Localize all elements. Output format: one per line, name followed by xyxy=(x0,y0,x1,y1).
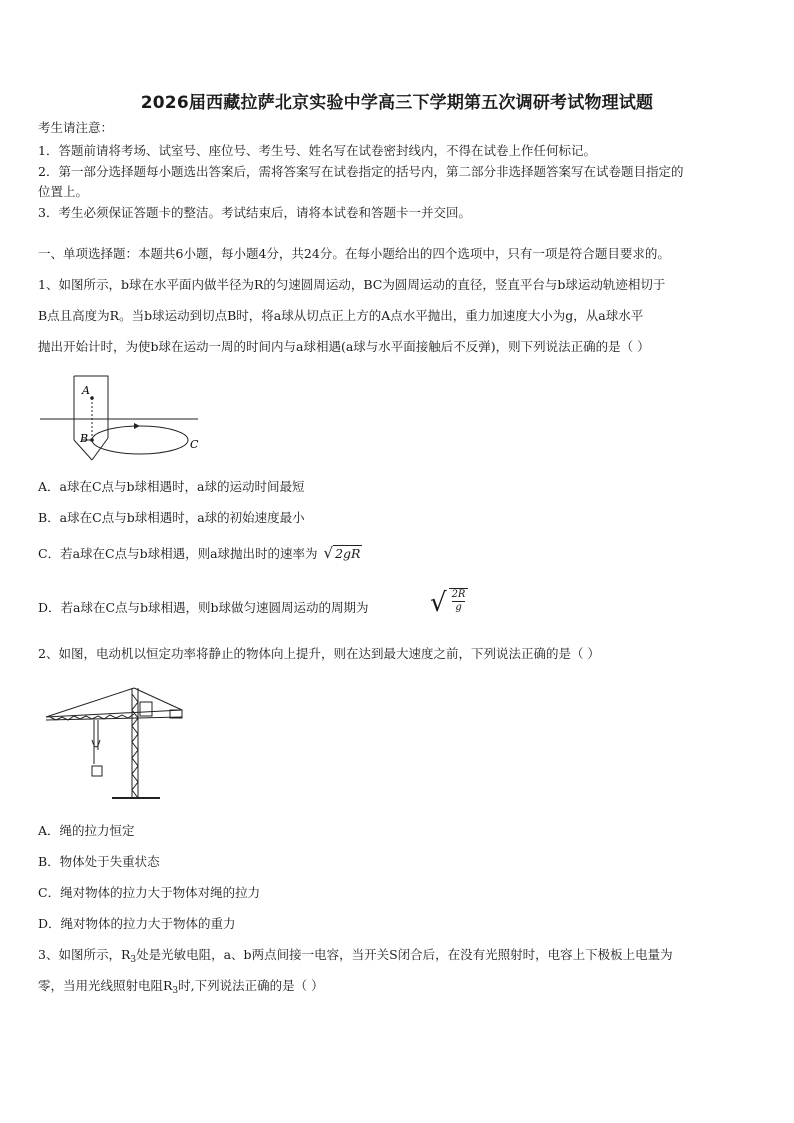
label-a: A xyxy=(82,384,90,397)
sqrt-expression: √ 2gR xyxy=(323,544,361,562)
question-3-stem: 零，当用光线照射电阻$R_3$时,下列说法正确的是（ ） xyxy=(38,978,324,996)
notice-item: 位置上。 xyxy=(38,184,89,199)
option-b: B．a球在C点与b球相遇时，a球的初始速度最小 xyxy=(38,510,305,525)
notice-item: 1．答题前请将考场、试室号、座位号、考生号、姓名写在试卷密封线内，不得在试卷上作任何标记。 xyxy=(38,143,596,158)
label-b: B xyxy=(80,432,89,445)
notice-item: 3．考生必须保证答题卡的整洁。考试结束后，请将本试卷和答题卡一并交回。 xyxy=(38,205,471,220)
section-heading: 一、单项选择题：本题共6小题，每小题4分，共24分。在每小题给出的四个选项中，只有一项是符合题目要求的。 xyxy=(38,246,670,261)
point-b xyxy=(90,438,94,442)
question-2-figure xyxy=(42,680,192,802)
notice-heading: 考生请注意： xyxy=(38,120,114,135)
point-a xyxy=(90,396,94,400)
option-a: A．a球在C点与b球相遇时，a球的运动时间最短 xyxy=(38,479,305,494)
option-b: B．物体处于失重状态 xyxy=(38,854,160,869)
option-c: C．绳对物体的拉力大于物体对绳的拉力 xyxy=(38,885,261,900)
page-title: 2026届西藏拉萨北京实验中学高三下学期第五次调研考试物理试题 xyxy=(140,93,654,113)
question-3-stem: 3、如图所示，$R_3$处是光敏电阻，a、b两点间接一电容，当开关S闭合后，在没有光照射时，电容上下极板上电量为 xyxy=(38,947,673,965)
label-c: C xyxy=(190,438,199,451)
option-c: C．若a球在C点与b球相遇，则a球抛出时的速率为 √ 2gR xyxy=(38,544,361,562)
question-2-stem: 2、如图，电动机以恒定功率将静止的物体向上提升，则在达到最大速度之前，下列说法正确的是（ ） xyxy=(38,646,600,661)
notice-item: 2．第一部分选择题每小题选出答案后，需将答案写在试卷指定的括号内，第二部分非选择题答案写在试卷题目指定的 xyxy=(38,164,684,179)
question-1-stem: 抛出开始计时，为使b球在运动一周的时间内与a球相遇(a球与水平面接触后不反弹)，则下列说法正确的是（ ） xyxy=(38,339,650,354)
option-d: D．绳对物体的拉力大于物体的重力 xyxy=(38,916,236,931)
question-1-stem: 1、如图所示，b球在水平面内做半径为R的匀速圆周运动，BC为圆周运动的直径，竖直平台与b球运动轨迹相切于 xyxy=(38,277,666,292)
sqrt-fraction: √ $\frac{2R}{g}$ xyxy=(430,588,468,618)
question-1-stem: B点且高度为R。当b球运动到切点B时，将a球从切点正上方的A点水平抛出，重力加速度大小为g，从a球水平 xyxy=(38,308,644,323)
question-1-figure xyxy=(36,368,206,468)
option-d: D．若a球在C点与b球相遇，则b球做匀速圆周运动的周期为 xyxy=(38,600,369,615)
option-a: A．绳的拉力恒定 xyxy=(38,823,135,838)
